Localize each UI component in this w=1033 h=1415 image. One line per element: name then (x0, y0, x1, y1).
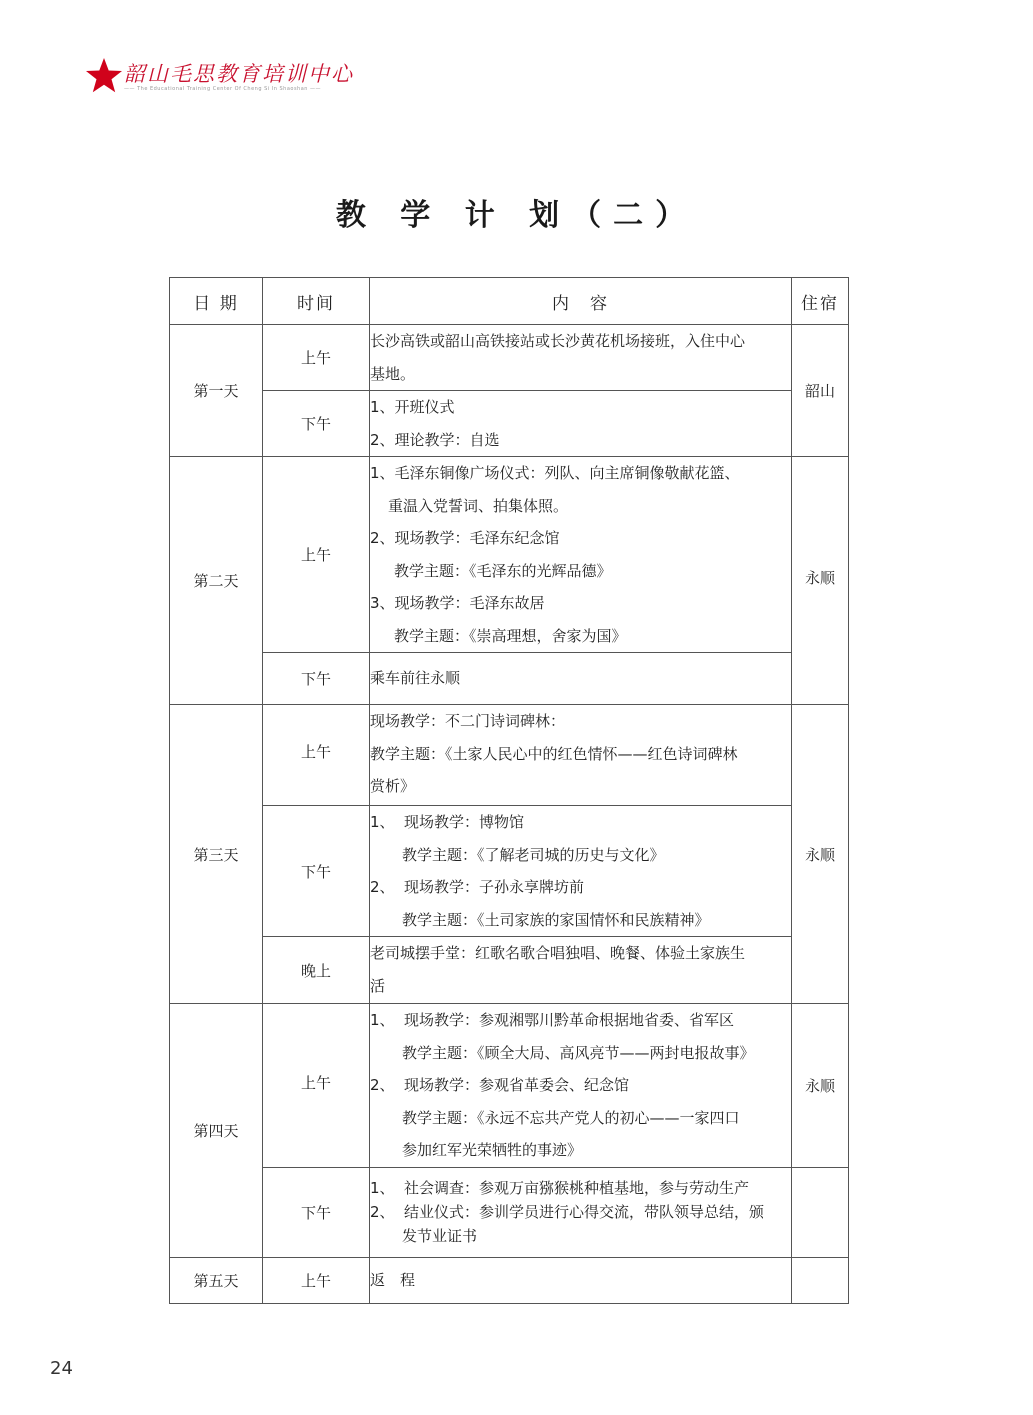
content-line: 重温入党誓词、拍集体照。 (388, 496, 569, 515)
time-cell: 下午 (263, 653, 370, 705)
day-label: 第三天 (170, 705, 263, 1004)
table-row (170, 937, 849, 1004)
lodging-cell: 永顺 (792, 705, 849, 1004)
content-cell (370, 457, 792, 653)
day-label: 第二天 (170, 457, 263, 705)
content-line: 2、理论教学：自选 (370, 430, 500, 449)
table-row (170, 1004, 849, 1168)
list-number: 1、 (370, 1179, 395, 1197)
page-number: 24 (50, 1358, 73, 1379)
content-cell (370, 391, 792, 457)
list-item-text: 现场教学：子孙永享牌坊前 (404, 878, 585, 896)
content-cell (370, 325, 792, 391)
time-cell: 上午 (263, 705, 370, 806)
header-content: 内 容 (370, 278, 792, 325)
content-line: 参加红军光荣牺牲的事迹》 (402, 1141, 583, 1159)
content-cell (370, 806, 792, 937)
list-number: 1、 (370, 1011, 395, 1029)
content-cell (370, 1258, 792, 1304)
list-item-text: 现场教学：参观湘鄂川黔革命根据地省委、省军区 (404, 1011, 735, 1029)
time-cell: 下午 (263, 806, 370, 937)
logo-subtitle: —— The Educational Training Center Of Cheng Si In Shaoshan —— (124, 86, 322, 92)
content-line: 老司城摆手堂：红歌名歌合唱独唱、晚餐、体验土家族生 (370, 944, 746, 962)
list-item-text: 结业仪式：参训学员进行心得交流，带队领导总结，颁 (404, 1203, 765, 1221)
list-number: 2、 (370, 1076, 395, 1094)
table-row (170, 806, 849, 937)
content-line: 1、开班仪式 (370, 398, 455, 416)
time-cell: 下午 (263, 1168, 370, 1258)
content-line: 赏析》 (370, 777, 416, 795)
content-line: 教学主题：《土司家族的家国情怀和民族精神》 (402, 910, 710, 929)
logo (84, 56, 354, 100)
content-line: 教学主题：《毛泽东的光辉品德》 (394, 561, 612, 580)
table-row (170, 457, 849, 653)
time-cell: 晚上 (263, 937, 370, 1004)
time-cell: 上午 (263, 1258, 370, 1304)
day-label: 第一天 (170, 325, 263, 457)
time-cell: 上午 (263, 1004, 370, 1168)
list-number: 2、 (370, 878, 395, 896)
table-row (170, 391, 849, 457)
time-cell: 上午 (263, 457, 370, 653)
day-label: 第五天 (170, 1258, 263, 1304)
header-date: 日 期 (170, 278, 263, 325)
list-number: 2、 (370, 1203, 395, 1221)
lodging-cell: 永顺 (792, 457, 849, 705)
header-lodging: 住宿 (792, 278, 849, 325)
content-line: 教学主题：《了解老司城的历史与文化》 (402, 845, 665, 864)
content-cell (370, 1004, 792, 1168)
header-row (170, 278, 849, 325)
lodging-cell: 永顺 (792, 1004, 849, 1168)
content-cell (370, 1168, 792, 1258)
lodging-cell (792, 1168, 849, 1258)
content-line: 3、现场教学：毛泽东故居 (370, 594, 545, 612)
content-line (370, 1004, 791, 1037)
list-item-text: 社会调查：参观万亩猕猴桃种植基地，参与劳动生产 (404, 1179, 750, 1197)
content-line: 教学主题：《永远不忘共产党人的初心——一家四口 (402, 1108, 740, 1127)
table-row (170, 653, 849, 705)
teaching-plan-table (169, 277, 849, 1304)
content-cell (370, 705, 792, 806)
content-line: 长沙高铁或韶山高铁接站或长沙黄花机场接班，入住中心 (370, 332, 746, 350)
red-star-icon (84, 56, 124, 96)
time-cell: 上午 (263, 325, 370, 391)
content-line (370, 1200, 791, 1224)
page-title: 教 学 计 划（二） (335, 198, 698, 233)
content-line (370, 806, 791, 839)
content-line: 发节业证书 (402, 1227, 478, 1245)
table-row (170, 325, 849, 391)
content-line (370, 871, 791, 904)
content-line: 2、现场教学：毛泽东纪念馆 (370, 529, 560, 547)
day-label: 第四天 (170, 1004, 263, 1258)
content-line: 现场教学：不二门诗词碑林： (370, 712, 566, 730)
content-cell (370, 937, 792, 1004)
content-line: 教学主题：《崇高理想，舍家为国》 (394, 626, 627, 645)
content-line: 返 程 (370, 1271, 416, 1290)
content-line (370, 1176, 791, 1200)
time-cell: 下午 (263, 391, 370, 457)
content-line: 1、毛泽东铜像广场仪式：列队、向主席铜像敬献花篮、 (370, 464, 740, 482)
logo-name: 韶山毛思教育培训中心 (124, 62, 354, 86)
content-line: 教学主题：《土家人民心中的红色情怀——红色诗词碑林 (370, 744, 738, 763)
content-cell (370, 653, 792, 705)
content-line: 基地。 (370, 364, 416, 383)
list-item-text: 现场教学：参观省革委会、纪念馆 (404, 1076, 630, 1094)
content-line: 乘车前往永顺 (370, 669, 461, 688)
list-item-text: 现场教学：博物馆 (404, 813, 525, 831)
table-row (170, 705, 849, 806)
content-line: 教学主题：《顾全大局、高风亮节——两封电报故事》 (402, 1043, 755, 1062)
lodging-cell: 韶山 (792, 325, 849, 457)
table-row (170, 1258, 849, 1304)
content-line: 活 (370, 976, 386, 995)
list-number: 1、 (370, 813, 395, 831)
content-line (370, 1069, 791, 1102)
lodging-cell (792, 1258, 849, 1304)
header-time: 时间 (263, 278, 370, 325)
table-row (170, 1168, 849, 1258)
